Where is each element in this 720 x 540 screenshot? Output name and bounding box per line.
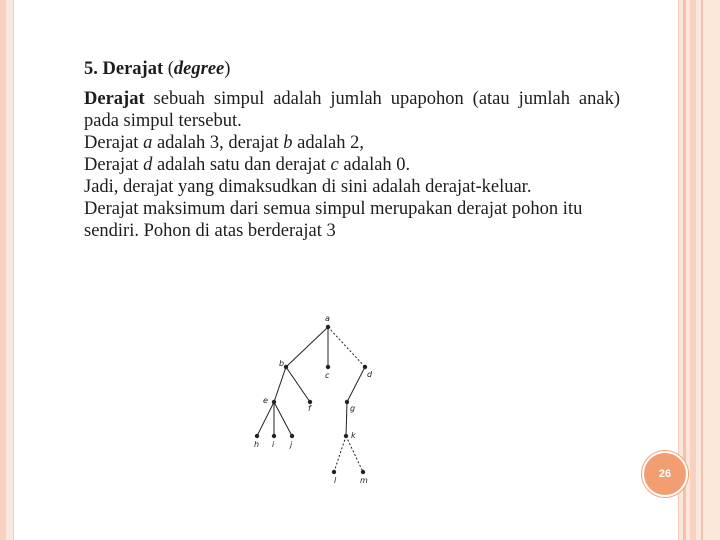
edge-e-j (274, 402, 292, 436)
edge-e-h (257, 402, 274, 436)
example-text: Derajat (84, 155, 144, 175)
node-label-e: e (263, 396, 268, 405)
node-d (363, 365, 367, 369)
edge-k-m (346, 436, 363, 472)
node-label-j: j (290, 440, 293, 449)
node-k (344, 434, 348, 438)
node-label-c: c (325, 371, 330, 380)
node-label-h: h (254, 440, 260, 449)
definition-text: sebuah simpul adalah jumlah upapohon (atau jumlah anak) pada simpul tersebut. (84, 89, 620, 131)
node-h (255, 434, 259, 438)
node-i (272, 434, 276, 438)
example-text: Derajat (84, 133, 144, 153)
node-label-b: b (279, 359, 285, 368)
node-label-k: k (351, 431, 356, 440)
node-e (272, 400, 276, 404)
heading-paren-open: ( (167, 59, 174, 79)
node-a (326, 325, 330, 329)
example-text: adalah satu dan derajat (152, 155, 331, 175)
max-degree-paragraph: Derajat maksimum dari semua simpul merupakan derajat pohon itu sendiri. Pohon di atas berderajat 3 (84, 199, 583, 241)
tree-diagram (230, 305, 420, 500)
node-l (332, 470, 336, 474)
example-text: adalah 0. (338, 155, 411, 175)
node-label-m: m (360, 476, 368, 485)
node-label-i: i (272, 440, 275, 449)
node-c (326, 365, 330, 369)
node-j (290, 434, 294, 438)
definition-term: Derajat (84, 89, 145, 109)
example-var: a (143, 133, 153, 153)
node-m (361, 470, 365, 474)
edge-k-l (334, 436, 346, 472)
right-decor-rail-wide (690, 0, 696, 540)
edge-b-f (286, 367, 310, 402)
node-label-l: l (334, 476, 337, 485)
section-heading (84, 58, 620, 80)
slide-content (84, 58, 620, 242)
right-decor-rail (683, 0, 686, 540)
edge-a-d (328, 327, 365, 367)
example-text: adalah 2, (292, 133, 364, 153)
edge-d-g (347, 367, 365, 402)
conclusion-paragraph: Jadi, derajat yang dimaksudkan di sini adalah derajat-keluar. (84, 177, 532, 197)
page-number-badge (642, 451, 688, 497)
left-decor-rail (0, 0, 6, 540)
edge-g-k (346, 402, 347, 436)
definition-paragraph (84, 88, 620, 132)
node-label-a: a (325, 314, 330, 323)
example-var: d (143, 155, 153, 175)
page-number: 26 (658, 468, 672, 480)
node-label-f: f (308, 404, 311, 413)
heading-paren-close: ) (224, 59, 231, 79)
heading-number: 5. Derajat (84, 59, 164, 79)
example-var: c (330, 155, 339, 175)
right-decor-rail-outer (701, 0, 703, 540)
edge-a-b (286, 327, 328, 367)
example-var: b (283, 133, 293, 153)
node-label-d: d (367, 370, 373, 379)
example-paragraph (84, 132, 620, 176)
node-g (345, 400, 349, 404)
heading-term: degree (173, 59, 225, 79)
node-b (284, 365, 288, 369)
node-label-g: g (350, 404, 356, 413)
example-text: adalah 3, derajat (152, 133, 284, 153)
edge-b-e (274, 367, 286, 402)
